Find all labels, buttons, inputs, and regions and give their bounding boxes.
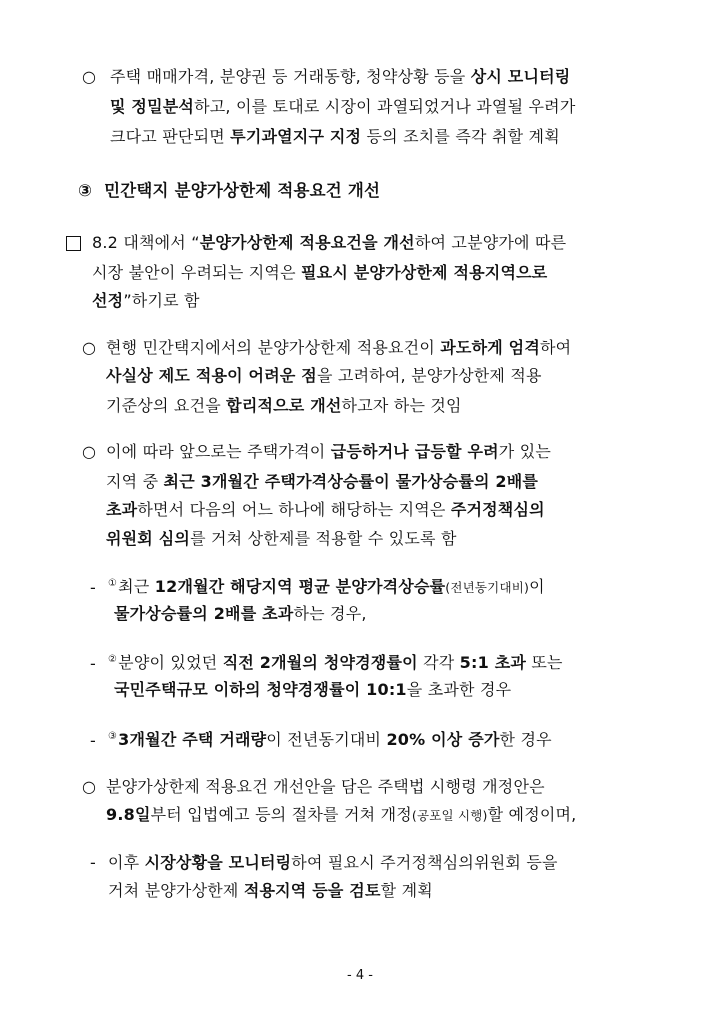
square-bullet-icon [66,236,81,251]
b2-line3: 기준상의 요건을 합리적으로 개선하고자 하는 것임 [106,396,462,415]
bullet-circle: ○ [82,338,96,357]
b1-line3: 크다고 판단되면 투기과열지구 지정 등의 조치를 즉각 취할 계획 [110,127,560,146]
d4-line2: 거쳐 분양가상한제 적용지역 등을 검토할 계획 [108,881,433,900]
circled-number: ① [108,578,118,589]
circled-number: ③ [108,731,118,742]
bullet-circle: ○ [82,777,96,796]
p1-line3: 선정”하기로 함 [92,291,200,310]
b2-line2: 사실상 제도 적용이 어려운 점을 고려하여, 분양가상한제 적용 [106,366,542,385]
b1-line1: 주택 매매가격, 분양권 등 거래동향, 청약상황 등을 상시 모니터링 [110,67,571,86]
d1-line1: ①최근 12개월간 해당지역 평균 분양가격상승률(전년동기대비)이 [108,577,545,596]
circled-number: ② [108,654,118,665]
dash-bullet: - [90,853,96,872]
page-number: - 4 - [347,968,373,983]
b3-line1: 이에 따라 앞으로는 주택가격이 급등하거나 급등할 우려가 있는 [106,442,552,461]
b1-line2: 및 정밀분석하고, 이를 토대로 시장이 과열되었거나 과열될 우려가 [110,97,576,116]
b4-line2: 9.8일부터 입법예고 등의 절차를 거쳐 개정(공포일 시행)할 예정이며, [106,805,577,824]
dash-bullet: - [90,654,96,673]
p1-line1: 8.2 대책에서 “분양가상한제 적용요건을 개선하여 고분양가에 따른 [92,233,567,252]
dash-bullet: - [90,731,96,750]
section-number: ③ [78,181,93,200]
section-heading [78,181,380,201]
b3-line2: 지역 중 최근 3개월간 주택가격상승률이 물가상승률의 2배를 [106,472,539,491]
b3-line3: 초과하면서 다음의 어느 하나에 해당하는 지역은 주거정책심의 [106,500,545,519]
b2-line1: 현행 민간택지에서의 분양가상한제 적용요건이 과도하게 엄격하여 [106,338,572,357]
b4-line1: 분양가상한제 적용요건 개선안을 담은 주택법 시행령 개정안은 [106,777,545,796]
d2-line1: ②분양이 있었던 직전 2개월의 청약경쟁률이 각각 5:1 초과 또는 [108,653,563,672]
p1-line2: 시장 불안이 우려되는 지역은 필요시 분양가상한제 적용지역으로 [92,263,548,282]
bullet-circle: ○ [82,442,96,461]
bullet-circle: ○ [82,67,96,86]
d4-line1: 이후 시장상황을 모니터링하여 필요시 주거정책심의위원회 등을 [108,853,558,872]
d3-line1: ③3개월간 주택 거래량이 전년동기대비 20% 이상 증가한 경우 [108,730,552,749]
section-title: 민간택지 분양가상한제 적용요건 개선 [104,181,381,200]
b3-line4: 위원회 심의를 거쳐 상한제를 적용할 수 있도록 함 [106,529,457,548]
d1-line2: 물가상승률의 2배를 초과하는 경우, [114,604,367,623]
d2-line2: 국민주택규모 이하의 청약경쟁률이 10:1을 초과한 경우 [114,680,512,699]
dash-bullet: - [90,578,96,597]
